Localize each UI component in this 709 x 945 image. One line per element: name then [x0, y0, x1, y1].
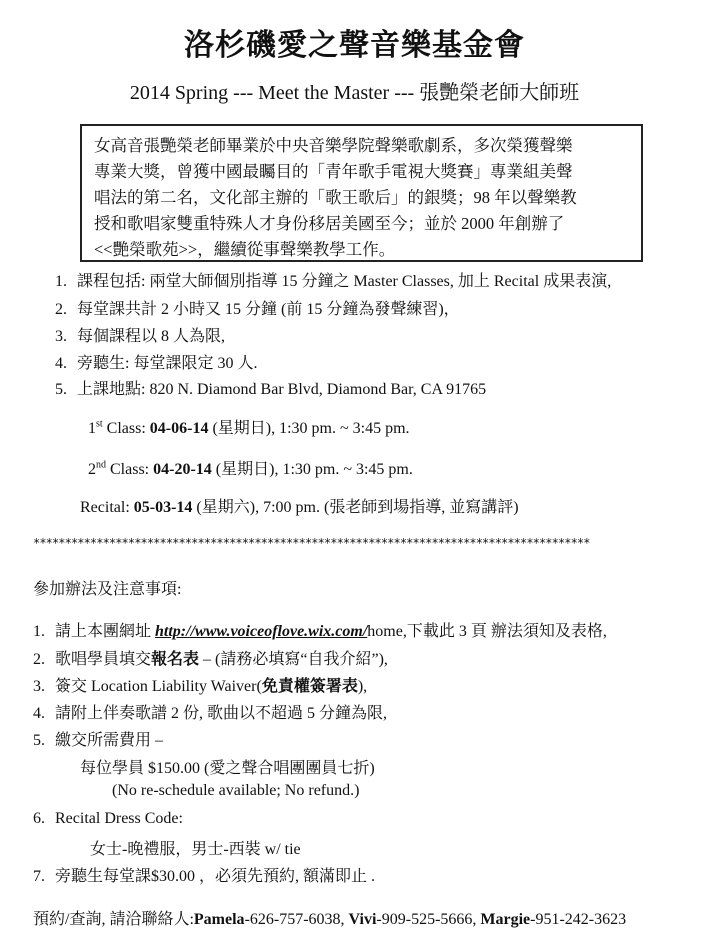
page-subtitle: 2014 Spring --- Meet the Master --- 張艷榮老師大師班 [129, 82, 580, 104]
intro-line: 唱法的第二名，文化部主辦的「歌王歌后」的銀獎；98 年以聲樂教 [94, 188, 577, 207]
register-item-3: 3. 簽交 Location Liability Waiver(免責權簽署表), [33, 678, 368, 695]
register-item-1: 1. 請上本團網址 http://www.voiceoflove.wix.com/home,下載此 3 頁 辦法須知及表格, [33, 623, 607, 640]
course-item-1: 1. 課程包括: 兩堂大師個別指導 15 分鐘之 Master Classes, 加上 Recital 成果表演, [55, 273, 612, 290]
class-1-schedule: 1st Class: 04-06-14 (星期日), 1:30 pm. ~ 3:45 pm. [88, 418, 410, 437]
dress-code-line: 女士-晚禮服，男士-西裝 w/ tie [90, 841, 301, 858]
separator: **************************************************************************************** [33, 536, 590, 550]
course-item-4: 4. 旁聽生: 每堂課限定 30 人. [55, 355, 258, 372]
intro-line: 授和歌唱家雙重特殊人才身份移居美國至今；並於 2000 年創辦了 [94, 214, 565, 233]
fee-note: (No re-schedule available; No refund.) [112, 782, 360, 799]
register-item-4: 4. 請附上伴奏歌譜 2 份, 歌曲以不超過 5 分鐘為限, [33, 705, 388, 722]
page-title: 洛杉磯愛之聲音樂基金會 [184, 29, 525, 62]
fee-line: 每位學員 $150.00 (愛之聲合唱團團員七折) [80, 760, 375, 777]
website-link[interactable]: http://www.voiceoflove.wix.com/ [155, 623, 368, 640]
register-item-7: 7. 旁聽生每堂課$30.00 ，必須先預約, 額滿即止 . [33, 868, 376, 885]
contact-line: 預約/查詢, 請洽聯絡人:Pamela-626-757-6038, Vivi-909-525-5666, Margie-951-242-3623 [33, 911, 627, 928]
intro-line: 專業大獎，曾獲中國最矚目的「青年歌手電視大獎賽」專業組美聲 [94, 162, 573, 181]
course-item-3: 3. 每個課程以 8 人為限, [55, 328, 226, 345]
register-item-2: 2. 歌唱學員填交報名表 – (請務必填寫“自我介紹”), [33, 651, 388, 668]
register-item-6: 6. Recital Dress Code: [33, 810, 183, 827]
intro-line: <<艷榮歌苑>>，繼續從事聲樂教學工作。 [94, 240, 396, 259]
course-item-5: 5. 上課地點: 820 N. Diamond Bar Blvd, Diamond Bar, CA 91765 [55, 381, 487, 398]
register-heading: 參加辦法及注意事項: [33, 581, 182, 598]
recital-schedule: Recital: 05-03-14 (星期六), 7:00 pm. (張老師到場指導, 並寫講評) [80, 499, 519, 516]
intro-line: 女高音張艷榮老師畢業於中央音樂學院聲樂歌劇系，多次榮獲聲樂 [94, 136, 573, 155]
intro-box [80, 124, 643, 262]
class-2-schedule: 2nd Class: 04-20-14 (星期日), 1:30 pm. ~ 3:45 pm. [88, 459, 413, 478]
register-item-5: 5. 繳交所需費用 – [33, 732, 164, 749]
course-item-2: 2. 每堂課共計 2 小時又 15 分鐘 (前 15 分鐘為發聲練習)， [55, 301, 460, 318]
